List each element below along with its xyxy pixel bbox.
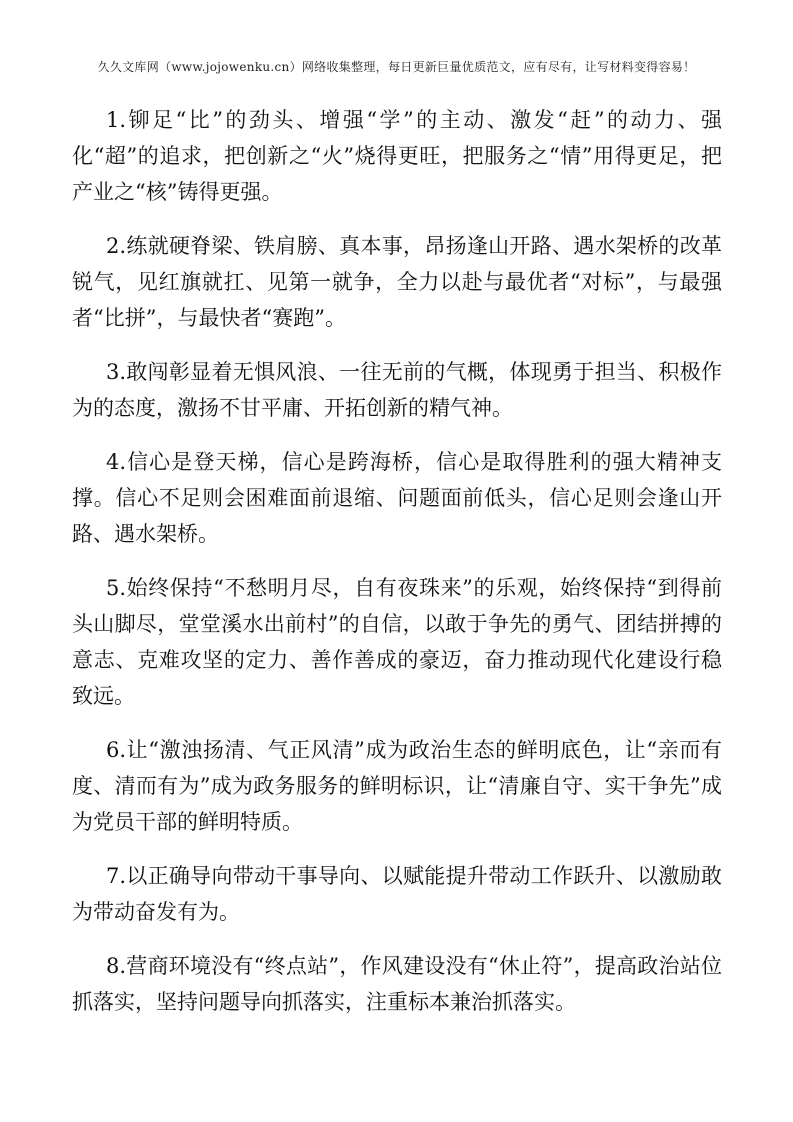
document-body [72, 102, 722, 1038]
paragraph-1: 1.铆足“比”的劲头、增强“学”的主动、激发“赶”的动力、强化“超”的追求，把创新之“火”烧得更旺，把服务之“情”用得更足，把产业之“核”铸得更强。 [72, 108, 722, 204]
paragraph-2: 2.练就硬脊梁、铁肩膀、真本事，昂扬逢山开路、遇水架桥的改革锐气，见红旗就扛、见第一就争，全力以赴与最优者“对标”，与最强者“比拼”，与最快者“赛跑”。 [72, 234, 722, 330]
paragraph-6: 6.让“激浊扬清、气正风清”成为政治生态的鲜明底色，让“亲而有度、清而有为”成为政务服务的鲜明标识，让“清廉自守、实干争先”成为党员干部的鲜明特质。 [72, 738, 722, 834]
header-note: 久久文库网（www.jojowenku.cn）网络收集整理，每日更新巨量优质范文，应有尽有，让写材料变得容易！ [97, 60, 696, 74]
paragraph-3: 3.敢闯彰显着无惧风浪、一往无前的气概，体现勇于担当、积极作为的态度，激扬不甘平庸、开拓创新的精气神。 [72, 360, 722, 420]
paragraph-5: 5.始终保持“不愁明月尽，自有夜珠来”的乐观，始终保持“到得前头山脚尽，堂堂溪水出前村”的自信，以敢于争先的勇气、团结拼搏的意志、克难攻坚的定力、善作善成的豪迈，奋力推动现代化建设行稳致远。 [72, 576, 722, 708]
paragraph-8: 8.营商环境没有“终点站”，作风建设没有“休止符”，提高政治站位抓落实，坚持问题导向抓落实，注重标本兼治抓落实。 [72, 954, 722, 1014]
paragraph-7: 7.以正确导向带动干事导向、以赋能提升带动工作跃升、以激励敢为带动奋发有为。 [72, 864, 722, 924]
paragraph-4: 4.信心是登天梯，信心是跨海桥，信心是取得胜利的强大精神支撑。信心不足则会困难面前退缩、问题面前低头，信心足则会逢山开路、遇水架桥。 [72, 450, 722, 546]
